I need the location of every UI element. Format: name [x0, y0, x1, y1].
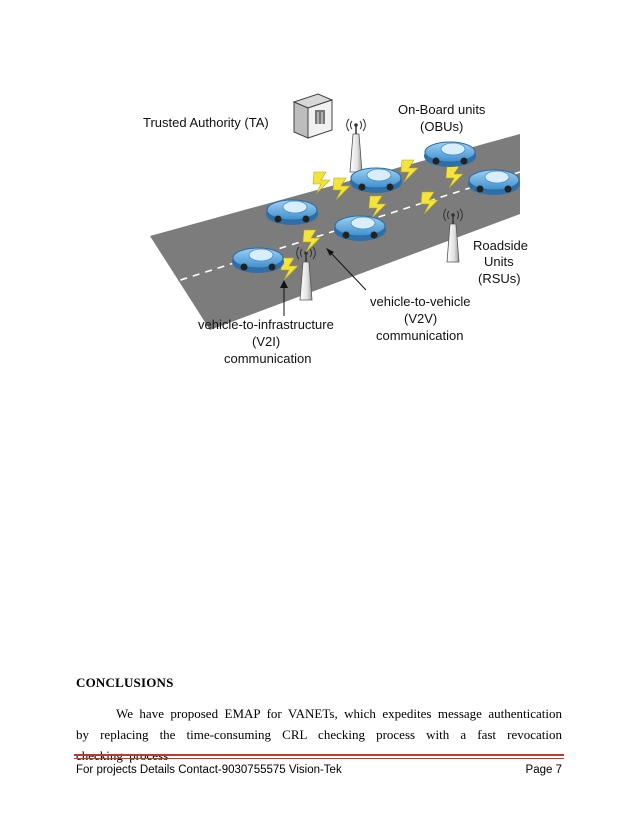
- rsu-label-line3: (RSUs): [478, 271, 521, 286]
- car-icon: [350, 168, 402, 193]
- car-icon: [468, 170, 520, 195]
- v2v-label-line1: vehicle-to-vehicle: [370, 294, 471, 309]
- car-icon: [334, 216, 386, 241]
- body-paragraph: We have proposed EMAP for VANETs, which expedites message authentication by replacing the time-consuming CRL checking process with a fast revocation: [76, 706, 562, 742]
- ta-label: Trusted Authority (TA): [143, 115, 269, 130]
- v2i-label-line1: vehicle-to-infrastructure: [198, 317, 334, 332]
- car-icon: [232, 248, 284, 273]
- rsu-label-line1: Roadside: [473, 238, 528, 253]
- obu-label-line2: (OBUs): [420, 119, 464, 134]
- obu-label-line1: On-Board units: [398, 102, 486, 117]
- car-icon: [424, 142, 476, 167]
- trusted-authority-building-icon: [294, 94, 332, 138]
- ta-antenna-tower-icon: [347, 119, 366, 172]
- page-number: Page 7: [525, 764, 562, 776]
- v2v-label-line3: communication: [376, 328, 464, 343]
- v2v-label-line2: (V2V): [404, 311, 438, 326]
- car-icon: [266, 200, 318, 225]
- rsu-label-line2: Units: [484, 254, 514, 269]
- section-heading: CONCLUSIONS: [76, 675, 174, 690]
- footer-rule-thin: [74, 758, 564, 759]
- footer-rule-thick: [74, 754, 564, 756]
- v2i-label-line3: communication: [224, 351, 312, 366]
- v2i-label-line2: (V2I): [252, 334, 281, 349]
- footer-contact: For projects Details Contact-9030755575 Vision-Tek: [76, 764, 342, 776]
